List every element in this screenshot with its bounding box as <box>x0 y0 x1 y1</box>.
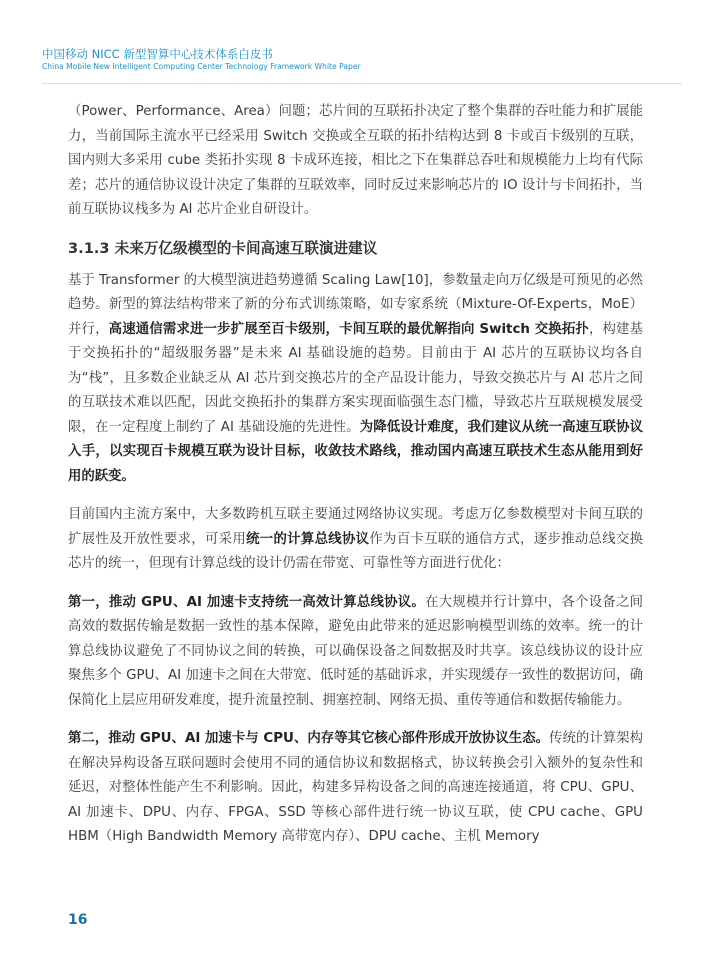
page-header <box>42 47 682 72</box>
paragraph-emphasis: 第一，推动 GPU、AI 加速卡支持统一高效计算总线协议。 <box>68 594 426 610</box>
header-title-en: China Mobile New Intelligent Computing Center Technology Framework White Paper <box>42 62 361 71</box>
paragraph-text: 在大规模并行计算中，各个设备之间高效的数据传输是数据一致性的基本保障，避免由此带来的延迟影响模型训练的效率。统一的计算总线协议避免了不同协议之间的转换，可以确保设备之间数据及时共享。该总线协议的设计应聚焦多个 GPU、AI 加速卡之间在大带宽、低时延的基础诉求，并实现缓存一致性的数据访问，确保简化上层应用研发难度，提升流量控制、拥塞控制、网络无损、重传等通信和数据传输能力。 <box>68 594 644 708</box>
header-divider <box>42 83 682 84</box>
paragraph-text: ，构建基于交换拓扑的“超级服务器”是未来 AI 基础设施的趋势。目前由于 AI 芯片的互联协议均各自为“栈”，且多数企业缺乏从 AI 芯片到交换芯片的全产品设计能力，导致交换芯片与 AI 芯片之间的互联技术难以匹配，因此交换拓扑的集群方案实现面临强生态门槛，导致芯片互联规模发展受限，在一定程度上制约了 AI 基础设施的先进性。 <box>68 321 644 435</box>
paragraph-current-solutions <box>68 503 643 577</box>
paragraph-emphasis: 第二，推动 GPU、AI 加速卡与 CPU、内存等其它核心部件形成开放协议生态。 <box>68 731 550 746</box>
paragraph-second-recommendation <box>68 727 643 850</box>
page-content <box>68 100 643 864</box>
paragraph-text: 目前国内主流方案中，大多数跨机互联主要通过网络协议实现。考虑万亿参数模型对卡间互联的扩展性及开放性要求，可采用 <box>68 507 643 547</box>
paragraph-text: 作为百卡互联的通信方式，逐步推动总线交换芯片的统一，但现有计算总线的设计仍需在带宽、可靠性等方面进行优化： <box>68 531 644 571</box>
header-title-cn: 中国移动 NICC 新型智算中心技术体系白皮书 <box>42 47 273 61</box>
paragraph-emphasis: 为降低设计难度，我们建议从统一高速互联协议入手，以实现百卡规模互联为设计目标，收敛技术路线，推动国内高速互联技术生态从能用到好用的跃变。 <box>68 419 643 484</box>
paragraph-emphasis: 高速通信需求进一步扩展至百卡级别，卡间互联的最优解指向 Switch 交换拓扑 <box>108 321 589 337</box>
paragraph-first-recommendation <box>68 591 643 714</box>
paragraph-text: 传统的计算架构在解决异构设备互联问题时会使用不同的通信协议和数据格式，协议转换会引入额外的复杂性和延迟，对整体性能产生不利影响。因此，构建多异构设备之间的高速连接通道，将 CPU、GPU、AI 加速卡、DPU、内存、FPGA、SSD 等核心部件进行统一协议互联，使 CPU cache、GPU HBM（High Bandwidth Memory 高带宽内存）、DPU cache、主机 Memory <box>68 731 643 844</box>
paragraph-intro-continuation: （Power、Performance、Area）问题；芯片间的互联拓扑决定了整个集群的吞吐能力和扩展能力，当前国际主流水平已经采用 Switch 交换或全互联的拓扑结构达到 8 卡或百卡级别的互联，国内则大多采用 cube 类拓扑实现 8 卡成环连接，相比之下在集群总吞吐和规模能力上均有代际差；芯片的通信协议设计决定了集群的互联效率，同时反过来影响芯片的 IO 设计与卡间拓扑，当前互联协议栈多为 AI 芯片企业自研设计。 <box>68 104 643 217</box>
paragraph-emphasis: 统一的计算总线协议 <box>246 531 370 547</box>
paragraph-scaling-law <box>68 269 643 490</box>
paragraph-text: 基于 Transformer 的大模型演进趋势遵循 Scaling Law[10]，参数量走向万亿级是可预见的必然趋势。新型的算法结构带来了新的分布式训练策略，如专家系统（Mixture-Of-Experts，MoE）并行， <box>68 272 643 337</box>
section-heading: 3.1.3 未来万亿级模型的卡间高速互联演进建议 <box>68 239 378 257</box>
page-number: 16 <box>68 912 88 928</box>
